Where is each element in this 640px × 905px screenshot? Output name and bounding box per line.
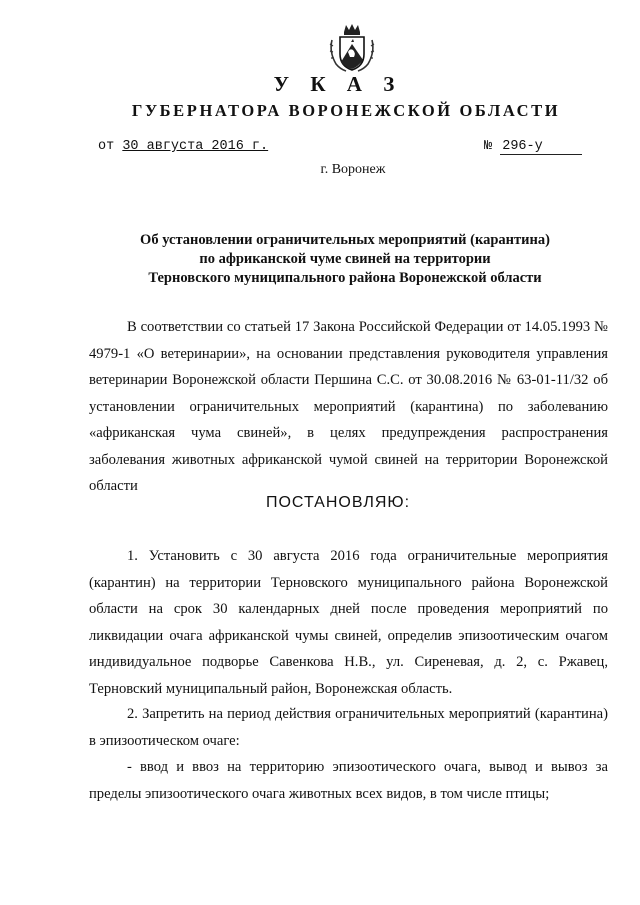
document-title: У К А З [273,72,403,96]
paragraph-3: - ввод и ввоз на территорию эпизоотического очага, вывод и вывоз за пределы эпизоотического очага животных всех видов, в том числе птицы; [89,759,608,802]
number-line [484,139,582,155]
paragraph-2: 2. Запретить на период действия ограничительных мероприятий (карантина) в эпизоотическом очаге: [89,706,608,749]
preamble-paragraph: В соответствии со статьей 17 Закона Российской Федерации от 14.05.1993 № 4979-1 «О ветеринарии», на основании представления руководителя управления ветеринарии Воронежской области Першина С.С. от 30.08.2016 № 63-01-11/32 об установлении ограничительных мероприятий (карантина) по заболеванию «африканская чума свиней», в целях предупреждения распространения заболевания животных африканской чумой свиней на территории Воронежской области [89,319,608,494]
subject-line: Об установлении ограничительных мероприятий (карантина) [140,232,550,248]
decree-heading: ПОСТАНОВЛЯЮ: [265,494,411,511]
date-prefix: от [98,139,115,154]
subject-line: по африканской чуме свиней на территории [199,251,491,267]
voronezh-coat-of-arms-icon [326,22,378,74]
subject-line: Терновского муниципального района Воронежской области [148,270,542,286]
number-value: 296-у [500,139,582,155]
date-line [98,139,268,154]
document-subtitle: ГУБЕРНАТОРА ВОРОНЕЖСКОЙ ОБЛАСТИ [131,101,561,120]
paragraph-1: 1. Установить с 30 августа 2016 года ограничительные мероприятия (карантин) на территории Терновского муниципального района Воронежской области на срок 30 календарных дней после проведения мероприятий по ликвидации очага африканской чумы свиней, определив эпизоотическим очагом индивидуальное подворье Савенкова Н.В., ул. Сиреневая, д. 2, с. Ржавец, Терновский муниципальный район, Воронежская область. [89,548,608,697]
date-value: 30 августа 2016 г. [122,139,269,154]
number-prefix: № [484,139,493,154]
city-line: г. Воронеж [320,162,386,177]
subject-heading [110,231,580,288]
